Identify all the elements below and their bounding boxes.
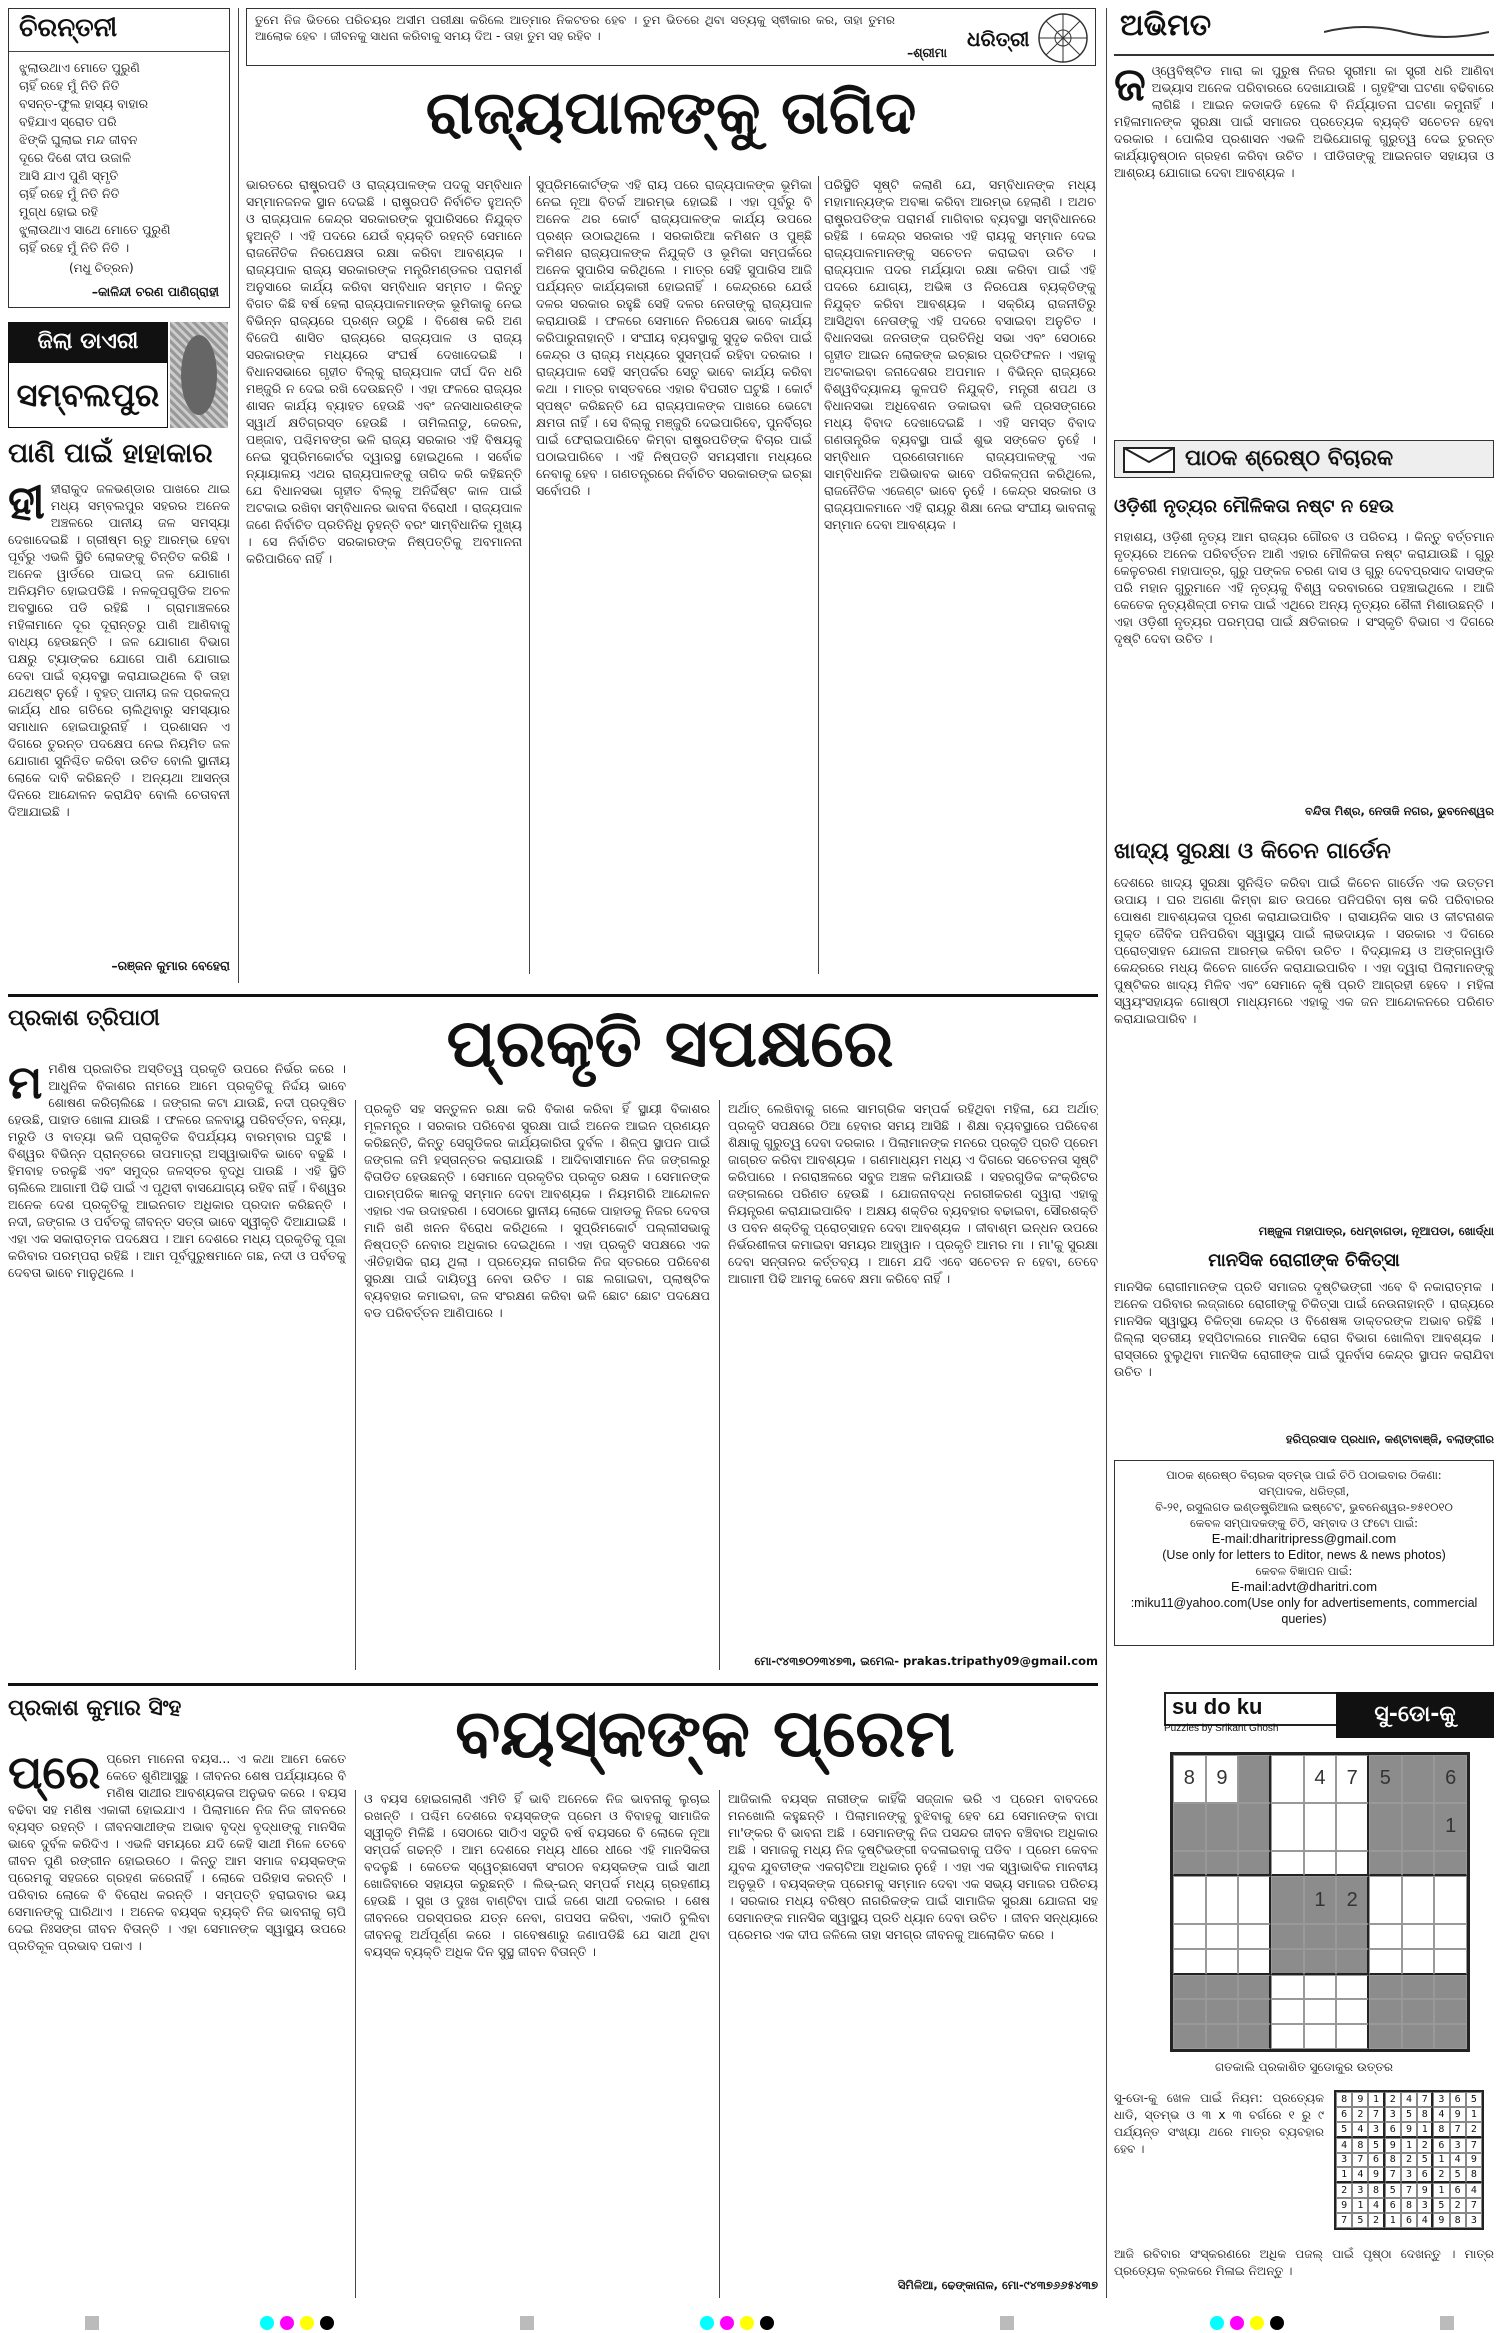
sudoku-answer-cell: 4: [1352, 2122, 1368, 2138]
sudoku-answer-cell: 8: [1401, 2198, 1417, 2213]
sudoku-cell[interactable]: [1206, 1924, 1239, 1949]
sudoku-cell[interactable]: [1369, 1924, 1402, 1949]
sudoku-cell[interactable]: [1402, 1999, 1435, 2024]
poem-note: (ମଧୁ ଚିତ୍ରନ): [69, 261, 134, 275]
sudoku-answer-cell: 1: [1433, 2153, 1449, 2168]
sudoku-answer-cell: 6: [1385, 2198, 1401, 2213]
sudoku-answer-cell: 3: [1385, 2107, 1401, 2122]
sudoku-cell[interactable]: [1434, 2024, 1467, 2049]
sudoku-cell[interactable]: [1336, 1975, 1369, 2000]
sudoku-cell[interactable]: 9: [1206, 1755, 1239, 1803]
sudoku-cell[interactable]: [1271, 1975, 1304, 2000]
sudoku-answer-cell: 5: [1352, 2213, 1368, 2228]
sudoku-cell[interactable]: [1304, 2024, 1337, 2049]
sudoku-cell[interactable]: 6: [1434, 1755, 1467, 1803]
sudoku-cell[interactable]: [1369, 1803, 1402, 1851]
sudoku-cell[interactable]: [1206, 1803, 1239, 1851]
sudoku-answer-cell: 7: [1417, 2092, 1433, 2107]
poem-line: ଝୁଲାଉଥାଏ ମୋତେ ପୁରୁଣି: [19, 60, 140, 75]
sudoku-answer-cell: 7: [1352, 2153, 1368, 2168]
sudoku-answer-cell: 8: [1385, 2153, 1401, 2168]
middle-contact: ମୋ-୯୪୩୭୦୨୩୪୭୩, ଇମେଲ- prakas.tripathy09@gmail.com: [754, 1654, 1098, 1668]
sudoku-cell[interactable]: [1434, 1851, 1467, 1877]
sudoku-answer-cell: 8: [1433, 2122, 1449, 2138]
sudoku-subtitle: Puzzles by Srikant Ghosh: [1164, 1723, 1279, 1734]
sudoku-answer-cell: 5: [1368, 2138, 1384, 2153]
chirantani-box: [8, 8, 230, 308]
sudoku-brand: [1164, 1692, 1338, 1726]
sudoku-answer-cell: 9: [1352, 2092, 1368, 2107]
sudoku-cell[interactable]: [1238, 1755, 1271, 1803]
sudoku-answer-cell: 4: [1433, 2107, 1449, 2122]
sudoku-cell[interactable]: [1402, 1949, 1435, 1975]
poem-lines: [19, 59, 224, 257]
sudoku-cell[interactable]: [1369, 1999, 1402, 2024]
letters-top-dropcap: ଜ: [1114, 62, 1146, 111]
letter2-title: ଖାଦ୍ୟ ସୁରକ୍ଷା ଓ କିଚେନ ଗାର୍ଡେନ: [1114, 838, 1391, 864]
chirantani-title: ଚିରନ୍ତନୀ: [19, 13, 118, 43]
sudoku-cell[interactable]: [1238, 1975, 1271, 2000]
sudoku-cell[interactable]: [1402, 1755, 1435, 1803]
sudoku-footer: ଆଜି ରବିବାର ସଂସ୍କରଣରେ ଅଧିକ ପଜଲ୍ ପାଇଁ ପୃଷ୍ଠା ଦେଖନ୍ତୁ । ମାତ୍ର ପ୍ରତ୍ୟେକ ବ୍ଲକରେ ମିଳାଇ ନିଅନ୍ତୁ ।: [1114, 2247, 1494, 2278]
adv-email-2[interactable]: :miku11@yahoo.com(Use only for advertisements, commercial queries): [1130, 1596, 1478, 1626]
sudoku-answer-cell: 8: [1352, 2138, 1368, 2153]
district-photo-icon: [170, 322, 228, 428]
district-place-box: [8, 362, 168, 428]
sudoku-answer-cell: 5: [1450, 2167, 1466, 2183]
poem-line: ଚାହିଁ ରହେ ମୁଁ ନିତି ନିତି: [19, 186, 120, 201]
sudoku-answer-grid: [1334, 2090, 1484, 2230]
sudoku-answer-cell: 9: [1450, 2107, 1466, 2122]
sudoku-cell[interactable]: 1: [1434, 1803, 1467, 1851]
sudoku-cell[interactable]: [1434, 1975, 1467, 2000]
sudoku-answer-cell: 7: [1385, 2167, 1401, 2183]
sudoku-answer-cell: 6: [1336, 2107, 1352, 2122]
sudoku-cell[interactable]: [1206, 2024, 1239, 2049]
adv-email[interactable]: E-mail:advt@dharitri.com: [1230, 1579, 1378, 1594]
quote-text: ତୁମେ ନିଜ ଭିତରେ ପରିଚୟର ଅସୀମ ପରୀକ୍ଷା କରିଲେ ଆତ୍ମାର ନିକଟତର ହେବ । ତୁମ ଭିତରେ ଥିବା ସତ୍ୟକୁ ସ୍ଵୀକାର କର, ତାହା ତୁମର ଆଲୋକ ହେବ । ଜୀବନକୁ ସାଧନା କରିବାକୁ ସମୟ ଦିଅ - ତାହା ତୁମ ସହ ରହିବ ।: [255, 13, 895, 43]
sudoku-cell[interactable]: [1336, 1851, 1369, 1877]
sudoku-cell[interactable]: [1369, 1949, 1402, 1975]
sudoku-cell[interactable]: [1336, 1999, 1369, 2024]
poem-line: ଆସି ଯାଏ ପୁଣି ସ୍ମୃତି: [19, 168, 119, 183]
sudoku-brand-text: su do ku: [1172, 1694, 1263, 1719]
sudoku-answer-cell: 6: [1401, 2213, 1417, 2228]
district-dropcap: ହୀ: [8, 480, 45, 529]
sudoku-cell[interactable]: [1271, 1949, 1304, 1975]
address-line-2: ବି-୨୧, ରସୁଲଗଡ ଇଣ୍ଡଷ୍ଟ୍ରିଆଲ ଇଷ୍ଟେଟ, ଭୁବନେଶ୍ୱର-୭୫୧୦୧୦: [1155, 1500, 1453, 1514]
sudoku-header: [1164, 1692, 1494, 1738]
sudoku-cell[interactable]: [1304, 1949, 1337, 1975]
sudoku-answer-cell: 4: [1466, 2183, 1482, 2198]
sudoku-answer-cell: 4: [1450, 2153, 1466, 2168]
top-headline: ରାଜ୍ୟପାଳଙ୍କୁ ତାଗିଦ: [425, 78, 917, 148]
middle-col1: ମମଣିଷ ପ୍ରଜାତିର ଅସ୍ତିତ୍ୱ ପ୍ରକୃତି ଉପରେ ନିର୍ଭର କରେ । ଆଧୁନିକ ବିକାଶର ନାମରେ ଆମେ ପ୍ରକୃତିକୁ ନିର୍ଦ୍ଦୟ ଭାବେ ଶୋଷଣ କରିଚାଲିଛେ । ଜଙ୍ଗଲ କଟା ଯାଉଛି, ନଦୀ ପ୍ରଦୂଷିତ ହେଉଛି, ପାହାଡ ଖୋଳା ଯାଉଛି । ଫଳରେ ଜଳବାୟୁ ପରିବର୍ତ୍ତନ, ବନ୍ୟା, ମରୁଡି ଓ ବାତ୍ୟା ଭଳି ପ୍ରାକୃତିକ ବିପର୍ଯ୍ୟୟ ବାରମ୍ବାର ଘଟୁଛି । ବିଶ୍ୱର ବିଭିନ୍ନ ପ୍ରାନ୍ତରେ ତାପମାତ୍ରା ଅସ୍ୱାଭାବିକ ଭାବେ ବଢୁଛି । ହିମବାହ ତରଳୁଛି ଏବଂ ସମୁଦ୍ର ଜଳସ୍ତର ବୃଦ୍ଧି ପାଉଛି । ଏହି ସ୍ଥିତି ଚାଲିଲେ ଆଗାମୀ ପିଢି ପାଇଁ ଏ ପୃଥିବୀ ବାସଯୋଗ୍ୟ ରହିବ ନାହିଁ । ବିଶ୍ୱର ଅନେକ ଦେଶ ପ୍ରକୃତିକୁ ଆଇନଗତ ଅଧିକାର ପ୍ରଦାନ କରିଛନ୍ତି । ନଦୀ, ଜଙ୍ଗଲ ଓ ପର୍ବତକୁ ଜୀବନ୍ତ ସତ୍ତା ଭାବେ ସ୍ୱୀକୃତି ଦିଆଯାଇଛି । ଏହା ଏକ ସକାରାତ୍ମକ ପଦକ୍ଷେପ । ଆମ ଦେଶରେ ମଧ୍ୟ ପ୍ରକୃତିକୁ ପୂଜା କରିବାର ପରମ୍ପରା ରହିଛି । ଆମ ପୂର୍ବପୁରୁଷମାନେ ଗଛ, ନଦୀ ଓ ପର୍ବତକୁ ଦେବତା ଭାବେ ମାନୁଥିଲେ ।: [8, 1060, 346, 1280]
sudoku-answer-cell: 5: [1433, 2198, 1449, 2213]
best-letter-banner: [1114, 440, 1494, 478]
sudoku-answer-cell: 3: [1450, 2138, 1466, 2153]
sudoku-cell[interactable]: 2: [1336, 1876, 1369, 1924]
bottom-dropcap: ପ୍ରେ: [8, 1750, 101, 1799]
middle-dropcap: ମ: [8, 1060, 43, 1109]
sudoku-answer-cell: 5: [1385, 2183, 1401, 2198]
sudoku-answer-cell: 9: [1466, 2153, 1482, 2168]
sudoku-cell[interactable]: 5: [1369, 1755, 1402, 1803]
sudoku-cell[interactable]: [1304, 1924, 1337, 1949]
sudoku-answer-cell: 2: [1433, 2167, 1449, 2183]
sudoku-cell[interactable]: [1304, 1975, 1337, 2000]
sudoku-cell[interactable]: [1369, 1851, 1402, 1877]
sudoku-cell[interactable]: [1434, 1876, 1467, 1924]
poem-line: ଦୂରେ ଦିଶେ ଦୀପ ଉଜାଳି: [19, 150, 132, 165]
district-headline: ପାଣି ପାଇଁ ହାହାକାର: [8, 438, 213, 469]
sudoku-cell[interactable]: [1173, 2024, 1206, 2049]
bottom-byline: ପ୍ରକାଶ କୁମାର ସିଂହ: [8, 1696, 182, 1721]
best-letter-title: ପାଠକ ଶ୍ରେଷ୍ଠ ବିଚାରକ: [1185, 445, 1394, 471]
bottom-col2: ଓ ବୟସ ହୋଇଗଲାଣି ଏମିତି ହିଁ ଭାବି ଅନେକେ ନିଜ ଭାବନାକୁ ଲୁଚାଇ ରଖନ୍ତି । ପଶ୍ଚିମ ଦେଶରେ ବୟସ୍କଙ୍କ ପ୍ରେମ ଓ ବିବାହକୁ ସାମାଜିକ ସ୍ୱୀକୃତି ମିଳିଛି । ସେଠାରେ ସାଠିଏ ସତୁରି ବର୍ଷ ବୟସରେ ବି ଲୋକେ ନୂଆ ସମ୍ପର୍କ ଗଢନ୍ତି । ଆମ ଦେଶରେ ମଧ୍ୟ ଧୀରେ ଧୀରେ ଏହି ମାନସିକତା ବଦଳୁଛି । କେତେକ ସ୍ୱେଚ୍ଛାସେବୀ ସଂଗଠନ ବୟସ୍କଙ୍କ ପାଇଁ ସାଥୀ ଖୋଜିବାରେ ସହାୟତା କରୁଛନ୍ତି । ଲିଭ୍-ଇନ୍ ସମ୍ପର୍କ ମଧ୍ୟ ଗ୍ରହଣୀୟ ହେଉଛି । ସୁଖ ଓ ଦୁଃଖ ବାଣ୍ଟିବା ପାଇଁ ଜଣେ ସାଥୀ ଦରକାର । ଶେଷ ଜୀବନରେ ପରସ୍ପରର ଯତ୍ନ ନେବା, ଗପସପ କରିବା, ଏକାଠି ବୁଲିବା ଜୀବନକୁ ଅର୍ଥପୂର୍ଣ୍ଣ କରେ । ଗବେଷଣାରୁ ଜଣାପଡିଛି ଯେ ସାଥୀ ଥିବା ବୟସ୍କ ବ୍ୟକ୍ତି ଅଧିକ ଦିନ ସୁସ୍ଥ ଜୀବନ ବିତାନ୍ତି ।: [364, 1791, 710, 1959]
sudoku-answer-cell: 8: [1417, 2107, 1433, 2122]
sudoku-answer-cell: 5: [1417, 2153, 1433, 2168]
letter1-title: ଓଡ଼ିଶୀ ନୃତ୍ୟର ମୌଳିକତା ନଷ୍ଟ ନ ହେଉ: [1114, 496, 1394, 517]
dharitri-emblem-icon: [1037, 12, 1089, 64]
sudoku-answer-cell: 9: [1433, 2213, 1449, 2228]
sudoku-answer-cell: 9: [1401, 2122, 1417, 2138]
sudoku-cell[interactable]: [1271, 1924, 1304, 1949]
sudoku-cell[interactable]: [1173, 1924, 1206, 1949]
sudoku-answer-cell: 2: [1385, 2092, 1401, 2107]
sudoku-cell[interactable]: [1402, 1975, 1435, 2000]
sudoku-answer-cell: 4: [1336, 2138, 1352, 2153]
sudoku-answer-cell: 1: [1336, 2167, 1352, 2183]
sudoku-answer-cell: 1: [1433, 2183, 1449, 2198]
sudoku-answer-cell: 6: [1417, 2167, 1433, 2183]
sudoku-answer-cell: 3: [1417, 2198, 1433, 2213]
sudoku-answer-cell: 8: [1466, 2167, 1482, 2183]
sudoku-cell[interactable]: [1173, 1876, 1206, 1924]
poem-author: –କାଳିନ୍ଦୀ ଚରଣ ପାଣିଗ୍ରାହୀ: [91, 284, 219, 299]
sudoku-answer-cell: 7: [1368, 2107, 1384, 2122]
address-line-3: କେବଳ ସମ୍ପାଦକଙ୍କୁ ଚିଠି, ସମ୍ବାଦ ଓ ଫଟୋ ପାଇଁ:: [1189, 1516, 1419, 1530]
district-body: ହୀହୀରାକୁଦ ଜଳଭଣ୍ଡାର ପାଖରେ ଥାଇ ମଧ୍ୟ ସମ୍ବଲପୁର ସହରର ଅନେକ ଅଞ୍ଚଳରେ ପାନୀୟ ଜଳ ସମସ୍ୟା ଦେଖାଦେଇଛି । ଗ୍ରୀଷ୍ମ ଋତୁ ଆରମ୍ଭ ହେବା ପୂର୍ବରୁ ଏଭଳି ସ୍ଥିତି ଲୋକଙ୍କୁ ଚିନ୍ତିତ କରିଛି । ଅନେକ ୱାର୍ଡରେ ପାଇପ୍ ଜଳ ଯୋଗାଣ ଅନିୟମିତ ହୋଇପଡିଛି । ନଳକୂପଗୁଡିକ ଅଚଳ ଅବସ୍ଥାରେ ପଡି ରହିଛି । ଗ୍ରାମାଞ୍ଚଳରେ ମହିଳାମାନେ ଦୂର ଦୂରାନ୍ତରୁ ପାଣି ଆଣିବାକୁ ବାଧ୍ୟ ହେଉଛନ୍ତି । ଜଳ ଯୋଗାଣ ବିଭାଗ ପକ୍ଷରୁ ଟ୍ୟାଙ୍କର ଯୋଗେ ପାଣି ଯୋଗାଇ ଦେବା ପାଇଁ ବ୍ୟବସ୍ଥା କରାଯାଇଥିଲେ ବି ତାହା ଯଥେଷ୍ଟ ନୁହେଁ । ବୃହତ୍ ପାନୀୟ ଜଳ ପ୍ରକଳ୍ପ କାର୍ଯ୍ୟ ଧୀର ଗତିରେ ଚାଲିଥିବାରୁ ସମସ୍ୟାର ସମାଧାନ ହୋଇପାରୁନାହିଁ । ପ୍ରଶାସନ ଏ ଦିଗରେ ତୁରନ୍ତ ପଦକ୍ଷେପ ନେଇ ନିୟମିତ ଜଳ ଯୋଗାଣ ସୁନିଶ୍ଚିତ କରିବା ଉଚିତ ବୋଲି ସ୍ଥାନୀୟ ଲୋକେ ଦାବି କରିଛନ୍ତି । ଅନ୍ୟଥା ଆସନ୍ତା ଦିନରେ ଆନ୍ଦୋଳନ କରାଯିବ ବୋଲି ଚେତାବନୀ ଦିଆଯାଇଛି ।: [8, 480, 230, 819]
letters-top: ଜଓ୍ୱେବିଷ୍ଟିଡ ମାରା କା ପୁରୁଷ ନିଜର ସ୍ତ୍ରୀମା କା ସ୍ତ୍ରୀ ଧରି ଆଣିବା ଅଭ୍ୟାସ ଅନେକ ପରିବାରରେ ଦେଖାଯାଉଛି । ଗୃହହିଂସା ଘଟଣା ବଢିବାରେ ଲାଗିଛି । ଆଇନ କଡାକଡି ହେଲେ ବି ନିର୍ଯ୍ୟାତନା ଘଟଣା କମୁନାହିଁ । ମହିଳାମାନଙ୍କ ସୁରକ୍ଷା ପାଇଁ ସମାଜର ପ୍ରତ୍ୟେକ ବ୍ୟକ୍ତି ସଚେତନ ହେବା ଦରକାର । ପୋଲିସ ପ୍ରଶାସନ ଏଭଳି ଅଭିଯୋଗକୁ ଗୁରୁତ୍ୱ ଦେଇ ତୁରନ୍ତ କାର୍ଯ୍ୟାନୁଷ୍ଠାନ ଗ୍ରହଣ କରିବା ଉଚିତ । ପୀଡିତାଙ୍କୁ ଆଇନଗତ ସହାୟତା ଓ ଆଶ୍ରୟ ଯୋଗାଇ ଦେବା ଆବଶ୍ୟକ ।: [1114, 62, 1494, 180]
sudoku-cell[interactable]: [1434, 1949, 1467, 1975]
sudoku-cell[interactable]: [1271, 1851, 1304, 1877]
sudoku-answer-cell: 2: [1401, 2153, 1417, 2168]
sudoku-cell[interactable]: [1238, 1949, 1271, 1975]
sudoku-answer-cell: 6: [1368, 2153, 1384, 2168]
quote-box: [246, 8, 1096, 66]
quote-author: –ଶ୍ରୀମା: [907, 45, 947, 60]
sudoku-answer-cell: 3: [1401, 2167, 1417, 2183]
sudoku-odia-title: ସୁ-ଡୋ-କୁ: [1336, 1692, 1494, 1738]
flourish-icon: [1324, 22, 1489, 42]
district-place: ସମ୍ବଲପୁର: [16, 376, 160, 414]
dharitri-label: ଧରିତ୍ରୀ: [967, 27, 1030, 51]
abhimata-title: ଅଭିମତ: [1120, 8, 1212, 43]
middle-headline: ପ୍ରକୃତି ସପକ୍ଷରେ: [446, 1004, 894, 1082]
poem-line: ବସନ୍ତ-ଫୁଲ ହାସ୍ୟ ବାହାର: [19, 96, 149, 111]
sudoku-cell[interactable]: [1173, 1975, 1206, 2000]
bottom-contact: ସିମିଳିଆ, ଢେଙ୍କାନାଳ, ମୋ-୯୪୩୭୬୬୫୪୩୭: [897, 2278, 1098, 2292]
letter1-sig: ବନ୍ଦିତା ମିଶ୍ର, ନେତାଜି ନଗର, ଭୁବନେଶ୍ୱର: [1304, 804, 1494, 818]
sudoku-cell[interactable]: [1271, 1755, 1304, 1803]
sudoku-answer-cell: 8: [1336, 2092, 1352, 2107]
sudoku-answer-cell: 3: [1368, 2122, 1384, 2138]
sudoku-cell[interactable]: [1336, 1949, 1369, 1975]
letter3-body: ମାନସିକ ରୋଗୀମାନଙ୍କ ପ୍ରତି ସମାଜର ଦୃଷ୍ଟିଭଙ୍ଗୀ ଏବେ ବି ନକାରାତ୍ମକ । ଅନେକ ପରିବାର ଲଜ୍ଜାରେ ରୋଗୀଙ୍କୁ ଚିକିତ୍ସା ପାଇଁ ନେଉନାହାନ୍ତି । ରାଜ୍ୟରେ ମାନସିକ ସ୍ୱାସ୍ଥ୍ୟ ଚିକିତ୍ସା କେନ୍ଦ୍ର ଓ ବିଶେଷଜ୍ଞ ଡାକ୍ତରଙ୍କ ଅଭାବ ରହିଛି । ଜିଲ୍ଲା ସ୍ତରୀୟ ହସ୍ପିଟାଲରେ ମାନସିକ ରୋଗ ବିଭାଗ ଖୋଲିବା ଆବଶ୍ୟକ । ରାସ୍ତାରେ ବୁଲୁଥିବା ମାନସିକ ରୋଗୀଙ୍କ ପାଇଁ ପୁନର୍ବାସ କେନ୍ଦ୍ର ସ୍ଥାପନ କରାଯିବା ଉଚିତ ।: [1114, 1279, 1494, 1379]
sudoku-instructions: ସୁ-ଡୋ-କୁ ଖେଳ ପାଇଁ ନିୟମ: ପ୍ରତ୍ୟେକ ଧାଡି, ସ୍ତମ୍ଭ ଓ ୩ x ୩ ବର୍ଗରେ ୧ ରୁ ୯ ପର୍ଯ୍ୟନ୍ତ ସଂଖ୍ୟା ଥରେ ମାତ୍ର ବ୍ୟବହାର ହେବ ।: [1114, 2091, 1324, 2156]
letter3-title: ମାନସିକ ରୋଗୀଙ୍କ ଚିକିତ୍ସା: [1208, 1250, 1400, 1271]
abhimata-banner: [1114, 8, 1494, 56]
sudoku-cell[interactable]: [1402, 2024, 1435, 2049]
sudoku-cell[interactable]: [1206, 1851, 1239, 1877]
top-col3: ପରିସ୍ଥିତି ସୃଷ୍ଟି କଲାଣି ଯେ, ସମ୍ବିଧାନଙ୍କ ମଧ୍ୟ ମହାମାନ୍ୟଙ୍କ ଅବଜ୍ଞା କରିବା ଆରମ୍ଭ ହେଲାଣି । ଅଥଚ ରାଷ୍ଟ୍ରପତିଙ୍କ ପରାମର୍ଶ ମାଗିବାର ବ୍ୟବସ୍ଥା ସମ୍ବିଧାନରେ ରହିଛି । କେନ୍ଦ୍ର ସରକାର ଏହି ରାୟକୁ ସମ୍ମାନ ଦେଇ ରାଜ୍ୟପାଳମାନଙ୍କୁ ସଚେତନ କରାଇବା ଉଚିତ । ରାଜ୍ୟପାଳ ପଦର ମର୍ଯ୍ୟାଦା ରକ୍ଷା କରିବା ପାଇଁ ଏହି ପଦରେ ଯୋଗ୍ୟ, ଅଭିଜ୍ଞ ଓ ନିରପେକ୍ଷ ବ୍ୟକ୍ତିଙ୍କୁ ନିଯୁକ୍ତ କରିବା ଆବଶ୍ୟକ । ସକ୍ରିୟ ରାଜନୀତିରୁ ଆସିଥିବା ନେତାଙ୍କୁ ଏହି ପଦରେ ବସାଇବା ଅନୁଚିତ । ବିଧାନସଭା ଜନତାଙ୍କ ପ୍ରତିନିଧି ସଭା ଏବଂ ସେଠାରେ ଗୃହୀତ ଆଇନ ଲୋକଙ୍କ ଇଚ୍ଛାର ପ୍ରତିଫଳନ । ଏହାକୁ ଅଟକାଇବା ଜନାଦେଶର ଅପମାନ । ବିଭିନ୍ନ ରାଜ୍ୟରେ ବିଶ୍ୱବିଦ୍ୟାଳୟ କୁଳପତି ନିଯୁକ୍ତି, ମନ୍ତ୍ରୀ ଶପଥ ଓ ବିଧାନସଭା ଅଧିବେଶନ ଡକାଇବା ଭଳି ପ୍ରସଙ୍ଗରେ ମଧ୍ୟ ବିବାଦ ଦେଖାଦେଇଛି । ଏହି ସମସ୍ତ ବିବାଦ ଗଣତାନ୍ତ୍ରିକ ବ୍ୟବସ୍ଥା ପାଇଁ ଶୁଭ ସଙ୍କେତ ନୁହେଁ । ସମ୍ବିଧାନ ପ୍ରଣେତାମାନେ ରାଜ୍ୟପାଳଙ୍କୁ ଏକ ସାମ୍ବିଧାନିକ ଅଭିଭାବକ ଭାବେ ପରିକଳ୍ପନା କରିଥିଲେ, ରାଜନୈତିକ ଏଜେଣ୍ଟ ଭାବେ ନୁହେଁ । କେନ୍ଦ୍ର ସରକାର ଓ ରାଜ୍ୟପାଳମାନେ ଏହି ରାୟରୁ ଶିକ୍ଷା ନେଇ ସଂଘୀୟ ଭାବନାକୁ ସମ୍ମାନ ଦେବା ଆବଶ୍ୟକ ।: [824, 177, 1096, 532]
sudoku-answer-cell: 2: [1417, 2138, 1433, 2153]
sudoku-answer-cell: 7: [1401, 2183, 1417, 2198]
letter2-body: ଦେଶରେ ଖାଦ୍ୟ ସୁରକ୍ଷା ସୁନିଶ୍ଚିତ କରିବା ପାଇଁ କିଚେନ ଗାର୍ଡେନ ଏକ ଉତ୍ତମ ଉପାୟ । ଘର ଅଗଣା କିମ୍ବା ଛାତ ଉପରେ ପନିପରିବା ଚାଷ କରି ପରିବାରର ପୋଷଣ ଆବଶ୍ୟକତା ପୂରଣ କରାଯାଇପାରିବ । ରାସାୟନିକ ସାର ଓ କୀଟନାଶକ ମୁକ୍ତ ଜୈବିକ ପନିପରିବା ସ୍ୱାସ୍ଥ୍ୟ ପାଇଁ ଲାଭଦାୟକ । ସରକାର ଏ ଦିଗରେ ପ୍ରୋତ୍ସାହନ ଯୋଜନା ଆରମ୍ଭ କରିବା ଉଚିତ । ବିଦ୍ୟାଳୟ ଓ ଅଙ୍ଗନୱାଡି କେନ୍ଦ୍ରରେ ମଧ୍ୟ କିଚେନ ଗାର୍ଡେନ କରାଯାଇପାରିବ । ଏହା ଦ୍ୱାରା ପିଲାମାନଙ୍କୁ ପୁଷ୍ଟିକର ଖାଦ୍ୟ ମିଳିବ ଏବଂ ସେମାନେ କୃଷି ପ୍ରତି ଆଗ୍ରହୀ ହେବେ । ମହିଳା ସ୍ୱୟଂସହାୟକ ଗୋଷ୍ଠୀ ମାଧ୍ୟମରେ ଏହାକୁ ଏକ ଜନ ଆନ୍ଦୋଳନରେ ପରିଣତ କରାଯାଇପାରିବ ।: [1114, 875, 1494, 1026]
sudoku-answer-cell: 1: [1401, 2138, 1417, 2153]
sudoku-cell[interactable]: [1238, 1876, 1271, 1924]
sudoku-answer-cell: 1: [1352, 2198, 1368, 2213]
sudoku-answer-cell: 4: [1401, 2092, 1417, 2107]
district-diary-label: ଜିଲା ଡାଏରୀ: [8, 322, 168, 362]
bottom-col3: ଆଜିକାଲି ବୟସ୍କ ନାରୀଙ୍କ କାହିଁକି ସଜ୍ଜାଳ ଭରି ଏ ପ୍ରେମ ବାବଦରେ ମନଖୋଲି କହୁଛନ୍ତି । ପିଲାମାନଙ୍କୁ ବୁଝିବାକୁ ହେବ ଯେ ସେମାନଙ୍କ ବାପା ମା'ଙ୍କର ବି ଭାବନା ଅଛି । ସେମାନଙ୍କୁ ନିଜ ପସନ୍ଦର ଜୀବନ ବଞ୍ଚିବାର ଅଧିକାର ଅଛି । ସମାଜକୁ ମଧ୍ୟ ନିଜ ଦୃଷ୍ଟିଭଙ୍ଗୀ ବଦଳାଇବାକୁ ପଡିବ । ପ୍ରେମ କେବଳ ଯୁବକ ଯୁବତୀଙ୍କ ଏକଚାଟିଆ ଅଧିକାର ନୁହେଁ । ଏହା ଏକ ସ୍ୱାଭାବିକ ମାନବୀୟ ଅନୁଭୂତି । ବୟସ୍କଙ୍କ ପ୍ରେମକୁ ସମ୍ମାନ ଦେବା ଏକ ସଭ୍ୟ ସମାଜର ପରିଚୟ । ସରକାର ମଧ୍ୟ ବରିଷ୍ଠ ନାଗରିକଙ୍କ ପାଇଁ ସାମାଜିକ ସୁରକ୍ଷା ଯୋଜନା ସହ ସେମାନଙ୍କ ମାନସିକ ସ୍ୱାସ୍ଥ୍ୟ ପ୍ରତି ଧ୍ୟାନ ଦେବା ଉଚିତ । ଜୀବନ ସନ୍ଧ୍ୟାରେ ପ୍ରେମର ଏକ ଦୀପ ଜଳିଲେ ତାହା ସମଗ୍ର ଜୀବନକୁ ଆଲୋକିତ କରେ ।: [728, 1791, 1098, 1942]
sudoku-answer-cell: 9: [1385, 2138, 1401, 2153]
sudoku-cell[interactable]: [1206, 1876, 1239, 1924]
sudoku-cell[interactable]: [1271, 1803, 1304, 1851]
sudoku-answer-cell: 9: [1417, 2183, 1433, 2198]
sudoku-answer-cell: 2: [1450, 2198, 1466, 2213]
sudoku-cell[interactable]: [1238, 1803, 1271, 1851]
sudoku-cell[interactable]: [1369, 2024, 1402, 2049]
sudoku-cell[interactable]: [1434, 1924, 1467, 1949]
sudoku-cell[interactable]: 4: [1304, 1755, 1337, 1803]
address-intro: ପାଠକ ଶ୍ରେଷ୍ଠ ବିଚାରକ ସ୍ତମ୍ଭ ପାଇଁ ଚିଠି ପଠାଇବାର ଠିକଣା:: [1166, 1468, 1442, 1482]
sudoku-answer-cell: 5: [1466, 2092, 1482, 2107]
sudoku-cell[interactable]: 8: [1173, 1755, 1206, 1803]
sudoku-cell[interactable]: [1173, 1949, 1206, 1975]
editor-email[interactable]: E-mail:dharitripress@gmail.com: [1211, 1531, 1397, 1546]
sudoku-cell[interactable]: [1271, 1876, 1304, 1924]
envelope-icon: [1123, 447, 1175, 473]
letter3-sig: ହରିପ୍ରସାଦ ପ୍ରଧାନ, କଣ୍ଟାବାଞ୍ଜି, ବଲାଙ୍ଗୀର: [1285, 1432, 1494, 1446]
district-author: –ରଞ୍ଜନ କୁମାର ବେହେରା: [111, 958, 230, 973]
sudoku-answer-cell: 7: [1450, 2122, 1466, 2138]
sudoku-answer-cell: 1: [1466, 2107, 1482, 2122]
sudoku-cell[interactable]: [1238, 1851, 1271, 1877]
sudoku-answer-cell: 8: [1450, 2213, 1466, 2228]
sudoku-cell[interactable]: 7: [1336, 1755, 1369, 1803]
sudoku-answer-cell: 1: [1368, 2092, 1384, 2107]
poem-line: ଝୁଲାଉଥାଏ ସାଥେ ମୋତେ ପୁରୁଣି: [19, 222, 171, 237]
sudoku-answer-cell: 6: [1385, 2122, 1401, 2138]
middle-byline: ପ୍ରକାଶ ତ୍ରିପାଠୀ: [8, 1006, 160, 1031]
sudoku-cell[interactable]: [1206, 1949, 1239, 1975]
sudoku-prev-note: ଗତକାଲି ପ୍ରକାଶିତ ସୁଡୋକୁର ଉତ୍ତର: [1214, 2060, 1394, 2074]
address-box: [1114, 1460, 1494, 1646]
poem-line: ବହିଯାଏ ସ୍ରୋତ ପରି: [19, 114, 117, 129]
sudoku-answer-cell: 5: [1336, 2122, 1352, 2138]
sudoku-cell[interactable]: [1369, 1876, 1402, 1924]
editor-email-note: (Use only for letters to Editor, news & news photos): [1162, 1548, 1446, 1562]
sudoku-answer-cell: 7: [1466, 2198, 1482, 2213]
top-col1: ଭାରତରେ ରାଷ୍ଟ୍ରପତି ଓ ରାଜ୍ୟପାଳଙ୍କ ପଦକୁ ସମ୍ବିଧାନ ସମ୍ମାନଜନକ ସ୍ଥାନ ଦେଇଛି । ରାଷ୍ଟ୍ରପତି ନିର୍ବାଚିତ ହୁଅନ୍ତି ଓ ରାଜ୍ୟପାଳ କେନ୍ଦ୍ର ସରକାରଙ୍କ ସୁପାରିସରେ ନିଯୁକ୍ତ ହୁଅନ୍ତି । ଏହି ପଦରେ ଯେଉଁ ବ୍ୟକ୍ତି ରହନ୍ତି ସେମାନେ ରାଜନୈତିକ ନିରପେକ୍ଷତା ରକ୍ଷା କରିବା ଆବଶ୍ୟକ । ରାଜ୍ୟପାଳ ରାଜ୍ୟ ସରକାରଙ୍କ ମନ୍ତ୍ରିମଣ୍ଡଳର ପରାମର୍ଶ ଅନୁସାରେ କାର୍ଯ୍ୟ କରିବା ସମ୍ବିଧାନ ସମ୍ମତ । କିନ୍ତୁ ବିଗତ କିଛି ବର୍ଷ ହେଲା ରାଜ୍ୟପାଳମାନଙ୍କ ଭୂମିକାକୁ ନେଇ ବିଭିନ୍ନ ରାଜ୍ୟରେ ପ୍ରଶ୍ନ ଉଠୁଛି । ବିଶେଷ କରି ଅଣ ବିଜେପି ଶାସିତ ରାଜ୍ୟରେ ରାଜ୍ୟପାଳ ଓ ରାଜ୍ୟ ସରକାରଙ୍କ ମଧ୍ୟରେ ସଂଘର୍ଷ ଦେଖାଦେଇଛି । ବିଧାନସଭାରେ ଗୃହୀତ ବିଲ୍‌କୁ ରାଜ୍ୟପାଳ ଦୀର୍ଘ ଦିନ ଧରି ମଞ୍ଜୁରି ନ ଦେଇ ରଖି ଦେଉଛନ୍ତି । ଏହା ଫଳରେ ରାଜ୍ୟର ଶାସନ କାର୍ଯ୍ୟ ବ୍ୟାହତ ହେଉଛି ଏବଂ ଜନସାଧାରଣଙ୍କ ସ୍ୱାର୍ଥ କ୍ଷତିଗ୍ରସ୍ତ ହେଉଛି । ତାମିଲନାଡୁ, କେରଳ, ପଞ୍ଜାବ, ପଶ୍ଚିମବଙ୍ଗ ଭଳି ରାଜ୍ୟ ସରକାର ଏହି ବିଷୟକୁ ନେଇ ସୁପ୍ରିମକୋର୍ଟର ଦ୍ୱାରସ୍ଥ ହୋଇଥିଲେ । ସର୍ବୋଚ୍ଚ ନ୍ୟାୟାଳୟ ଏଥର ରାଜ୍ୟପାଳଙ୍କୁ ତାଗିଦ କରି କହିଛନ୍ତି ଯେ ବିଧାନସଭା ଗୃହୀତ ବିଲ୍‌କୁ ଅନିର୍ଦ୍ଦିଷ୍ଟ କାଳ ପାଇଁ ଅଟକାଇ ରଖିବା ସମ୍ବିଧାନର ଭାବନା ବିରୋଧୀ । ରାଜ୍ୟପାଳ ଜଣେ ନିର୍ବାଚିତ ପ୍ରତିନିଧି ନୁହନ୍ତି ବରଂ ସାମ୍ବିଧାନିକ ମୁଖ୍ୟ । ସେ ନିର୍ବାଚିତ ସରକାରଙ୍କ ନିଷ୍ପତ୍ତିକୁ ଅବମାନନା କରିପାରିବେ ନାହିଁ ।: [246, 177, 522, 566]
sudoku-answer-cell: 2: [1368, 2213, 1384, 2228]
sudoku-cell[interactable]: [1336, 2024, 1369, 2049]
sudoku-cell[interactable]: [1402, 1803, 1435, 1851]
sudoku-answer-cell: 5: [1401, 2107, 1417, 2122]
address-line-1: ସମ୍ପାଦକ, ଧରିତ୍ରୀ,: [1258, 1484, 1350, 1498]
sudoku-cell[interactable]: [1206, 1975, 1239, 2000]
sudoku-cell[interactable]: [1206, 1999, 1239, 2024]
sudoku-answer-cell: 6: [1433, 2138, 1449, 2153]
sudoku-cell[interactable]: [1173, 1851, 1206, 1877]
sudoku-cell[interactable]: [1271, 1999, 1304, 2024]
sudoku-cell[interactable]: 1: [1304, 1876, 1337, 1924]
sudoku-cell[interactable]: [1238, 1999, 1271, 2024]
sudoku-answer-cell: 3: [1433, 2092, 1449, 2107]
sudoku-answer-cell: 8: [1368, 2183, 1384, 2198]
sudoku-answer-cell: 2: [1336, 2183, 1352, 2198]
poem-line: ଚାହିଁ ରହେ ମୁଁ ନିତି ନିତି ।: [19, 240, 130, 255]
letter1-body: ମହାଶୟ, ଓଡ଼ିଶୀ ନୃତ୍ୟ ଆମ ରାଜ୍ୟର ଗୌରବ ଓ ପରିଚୟ । କିନ୍ତୁ ବର୍ତ୍ତମାନ ନୃତ୍ୟରେ ଅନେକ ପରିବର୍ତ୍ତନ ଆଣି ଏହାର ମୌଳିକତା ନଷ୍ଟ କରାଯାଉଛି । ଗୁରୁ କେଳୁଚରଣ ମହାପାତ୍ର, ଗୁରୁ ପଙ୍କଜ ଚରଣ ଦାସ ଓ ଗୁରୁ ଦେବପ୍ରସାଦ ଦାସଙ୍କ ପରି ମହାନ ଗୁରୁମାନେ ଏହି ନୃତ୍ୟକୁ ବିଶ୍ୱ ଦରବାରରେ ପହଞ୍ଚାଇଥିଲେ । ଆଜି କେତେକ ନୃତ୍ୟଶିଳ୍ପୀ ଚମକ ପାଇଁ ଏଥିରେ ଅନ୍ୟ ନୃତ୍ୟର ଶୈଳୀ ମିଶାଉଛନ୍ତି । ଏହା ଓଡ଼ିଶୀ ନୃତ୍ୟର ପରମ୍ପରା ପାଇଁ କ୍ଷତିକାରକ । ସଂସ୍କୃତି ବିଭାଗ ଏ ଦିଗରେ ଦୃଷ୍ଟି ଦେବା ଉଚିତ ।: [1114, 529, 1494, 646]
sudoku-answer-cell: 3: [1352, 2183, 1368, 2198]
adv-label: କେବଳ ବିଜ୍ଞାପନ ପାଇଁ:: [1255, 1564, 1353, 1578]
letter2-sig: ମଞ୍ଜୁଳା ମହାପାତ୍ର, ଧେମ୍ବାଗଡା, ନୂଆପଡା, ଖୋର୍ଦ୍ଧା: [1258, 1224, 1494, 1238]
poem-line: ଝିଙ୍କି ଘୁଲାଇ ମନ୍ଦ ଜୀବନ: [19, 132, 138, 147]
bottom-col1: ପ୍ରେ ପ୍ରେମ ମାନେନା ବୟସ... ଏ କଥା ଆମେ କେତେ କେତେ ଶୁଣିଆସୁଛୁ । ଜୀବନର ଶେଷ ପର୍ଯ୍ୟାୟରେ ବି ମଣିଷ ସାଥୀର ଆବଶ୍ୟକତା ଅନୁଭବ କରେ । ବୟସ ବଢିବା ସହ ମଣିଷ ଏକାକୀ ହୋଇଯାଏ । ପିଲାମାନେ ନିଜ ନିଜ ଜୀବନରେ ବ୍ୟସ୍ତ ରହନ୍ତି । ଜୀବନସାଥୀଙ୍କ ଅଭାବ ବୃଦ୍ଧ ବୃଦ୍ଧାଙ୍କୁ ମାନସିକ ଭାବେ ଦୁର୍ବଳ କରିଦିଏ । ଏଭଳି ସମୟରେ ଯଦି କେହି ସାଥୀ ମିଳେ ତେବେ ଜୀବନ ପୁଣି ରଙ୍ଗୀନ ହୋଇଉଠେ । କିନ୍ତୁ ଆମ ସମାଜ ବୟସ୍କଙ୍କ ପ୍ରେମକୁ ସହଜରେ ଗ୍ରହଣ କରେନାହିଁ । ଲୋକେ ପରିହାସ କରନ୍ତି । ପରିବାର ଲୋକେ ବି ବିରୋଧ କରନ୍ତି । ସମ୍ପତ୍ତି ହରାଇବାର ଭୟ ସେମାନଙ୍କୁ ଘାରିଥାଏ । ଅନେକ ବୟସ୍କ ବ୍ୟକ୍ତି ନିଜ ଭାବନାକୁ ଚାପି ଦେଇ ନିଃସଙ୍ଗ ଜୀବନ ବିତାନ୍ତି । ଏହା ସେମାନଙ୍କ ସ୍ୱାସ୍ଥ୍ୟ ଉପରେ ପ୍ରତିକୂଳ ପ୍ରଭାବ ପକାଏ ।: [8, 1750, 346, 1953]
sudoku-answer-cell: 4: [1352, 2167, 1368, 2183]
sudoku-cell[interactable]: [1173, 1803, 1206, 1851]
sudoku-cell[interactable]: [1336, 1924, 1369, 1949]
sudoku-answer-cell: 6: [1450, 2092, 1466, 2107]
sudoku-cell[interactable]: [1402, 1851, 1435, 1877]
sudoku-answer-cell: 2: [1466, 2122, 1482, 2138]
sudoku-answer-cell: 4: [1417, 2213, 1433, 2228]
sudoku-cell[interactable]: [1402, 1876, 1435, 1924]
middle-col2: ପ୍ରକୃତି ସହ ସନ୍ତୁଳନ ରକ୍ଷା କରି ବିକାଶ କରିବା ହିଁ ସ୍ଥାୟୀ ବିକାଶର ମୂଳମନ୍ତ୍ର । ସରକାର ପରିବେଶ ସୁରକ୍ଷା ପାଇଁ ଅନେକ ଆଇନ ପ୍ରଣୟନ କରିଛନ୍ତି, କିନ୍ତୁ ସେଗୁଡିକର କାର୍ଯ୍ୟକାରିତା ଦୁର୍ବଳ । ଶିଳ୍ପ ସ୍ଥାପନ ପାଇଁ ଜଙ୍ଗଲ ଜମି ହସ୍ତାନ୍ତର କରାଯାଉଛି । ଆଦିବାସୀମାନେ ନିଜ ଜଙ୍ଗଲରୁ ବିତାଡିତ ହେଉଛନ୍ତି । ସେମାନେ ପ୍ରକୃତିର ପ୍ରକୃତ ରକ୍ଷକ । ସେମାନଙ୍କ ପାରମ୍ପରିକ ଜ୍ଞାନକୁ ସମ୍ମାନ ଦେବା ଆବଶ୍ୟକ । ନିୟମଗିରି ଆନ୍ଦୋଳନ ଏହାର ଏକ ଉଦାହରଣ । ସେଠାରେ ସ୍ଥାନୀୟ ଲୋକେ ପାହାଡକୁ ନିଜର ଦେବତା ମାନି ଖଣି ଖନନ ବିରୋଧ କରିଥିଲେ । ସୁପ୍ରିମକୋର୍ଟ ପଲ୍ଲୀସଭାକୁ ନିଷ୍ପତ୍ତି ନେବାର ଅଧିକାର ଦେଇଥିଲେ । ଏହା ପ୍ରକୃତି ସପକ୍ଷରେ ଏକ ଐତିହାସିକ ରାୟ ଥିଲା । ପ୍ରତ୍ୟେକ ନାଗରିକ ନିଜ ସ୍ତରରେ ପରିବେଶ ସୁରକ୍ଷା ପାଇଁ ଦାୟିତ୍ୱ ନେବା ଉଚିତ । ଗଛ ଲଗାଇବା, ପ୍ଲାଷ୍ଟିକ ବ୍ୟବହାର କମାଇବା, ଜଳ ସଂରକ୍ଷଣ କରିବା ଭଳି ଛୋଟ ଛୋଟ ପଦକ୍ଷେପ ବଡ ପରିବର୍ତ୍ତନ ଆଣିପାରେ ।: [364, 1101, 710, 1320]
sudoku-cell[interactable]: [1402, 1924, 1435, 1949]
sudoku-answer-cell: 2: [1352, 2107, 1368, 2122]
sudoku-answer-cell: 3: [1336, 2153, 1352, 2168]
sudoku-cell[interactable]: [1304, 1851, 1337, 1877]
sudoku-answer-cell: 1: [1417, 2122, 1433, 2138]
sudoku-answer-cell: 1: [1385, 2213, 1401, 2228]
middle-col3: ଅର୍ଥାତ୍ ଲେଖିବାକୁ ଗଲେ ସାମଗ୍ରିକ ସମ୍ପର୍କ ରହିଥିବା ମହିଳା, ଯେ ଅର୍ଥାତ୍ ପ୍ରକୃତି ସପକ୍ଷରେ ଠିଆ ହେବାର ସମୟ ଆସିଛି । ଶିକ୍ଷା ବ୍ୟବସ୍ଥାରେ ପରିବେଶ ଶିକ୍ଷାକୁ ଗୁରୁତ୍ୱ ଦେବା ଦରକାର । ପିଲାମାନଙ୍କ ମନରେ ପ୍ରକୃତି ପ୍ରତି ପ୍ରେମ ଜାଗ୍ରତ କରିବା ଆବଶ୍ୟକ । ଗଣମାଧ୍ୟମ ମଧ୍ୟ ଏ ଦିଗରେ ସଚେତନତା ସୃଷ୍ଟି କରିପାରେ । ନଗରାଞ୍ଚଳରେ ସବୁଜ ଅଞ୍ଚଳ କମିଯାଉଛି । ସହରଗୁଡିକ କଂକ୍ରିଟର ଜଙ୍ଗଲରେ ପରିଣତ ହେଉଛି । ଯୋଜନାବଦ୍ଧ ନଗରୀକରଣ ଦ୍ୱାରା ଏହାକୁ ନିୟନ୍ତ୍ରଣ କରାଯାଇପାରିବ । ଅକ୍ଷୟ ଶକ୍ତିର ବ୍ୟବହାର ବଢାଇବା, ସୌରଶକ୍ତି ଓ ପବନ ଶକ୍ତିକୁ ପ୍ରୋତ୍ସାହନ ଦେବା ଆବଶ୍ୟକ । ଜୀବାଶ୍ମ ଇନ୍ଧନ ଉପରେ ନିର୍ଭରଶୀଳତା କମାଇବା ସମୟର ଆହ୍ୱାନ । ପ୍ରକୃତି ଆମର ମା । ମା'କୁ ସୁରକ୍ଷା ଦେବା ସନ୍ତାନର କର୍ତ୍ତବ୍ୟ । ଆମେ ଯଦି ଏବେ ସଚେତନ ନ ହେବା, ତେବେ ଆଗାମୀ ପିଢି ଆମକୁ କେବେ କ୍ଷମା କରିବେ ନାହିଁ ।: [728, 1101, 1098, 1286]
sudoku-answer-cell: 6: [1450, 2183, 1466, 2198]
top-col2: ସୁପ୍ରିମକୋର୍ଟଙ୍କ ଏହି ରାୟ ପରେ ରାଜ୍ୟପାଳଙ୍କ ଭୂମିକା ନେଇ ନୂଆ ବିତର୍କ ଆରମ୍ଭ ହୋଇଛି । ଏହା ପୂର୍ବରୁ ବି ଅନେକ ଥର କୋର୍ଟ ରାଜ୍ୟପାଳଙ୍କ କାର୍ଯ୍ୟ ଉପରେ ପ୍ରଶ୍ନ ଉଠାଇଥିଲେ । ସରକାରିଆ କମିଶନ ଓ ପୁଞ୍ଛି କମିଶନ ରାଜ୍ୟପାଳଙ୍କ ନିଯୁକ୍ତି ଓ ଭୂମିକା ସମ୍ପର୍କରେ ଅନେକ ସୁପାରିସ କରିଥିଲେ । ମାତ୍ର ସେହି ସୁପାରିସ ଆଜି ପର୍ଯ୍ୟନ୍ତ କାର୍ଯ୍ୟକାରୀ ହୋଇନାହିଁ । କେନ୍ଦ୍ରରେ ଯେଉଁ ଦଳର ସରକାର ରହୁଛି ସେହି ଦଳର ନେତାଙ୍କୁ ରାଜ୍ୟପାଳ କରାଯାଉଛି । ଫଳରେ ସେମାନେ ନିରପେକ୍ଷ ଭାବେ କାର୍ଯ୍ୟ କରିପାରୁନାହାନ୍ତି । ସଂଘୀୟ ବ୍ୟବସ୍ଥାକୁ ସୁଦୃଢ କରିବା ପାଇଁ କେନ୍ଦ୍ର ଓ ରାଜ୍ୟ ମଧ୍ୟରେ ସୁସମ୍ପର୍କ ରହିବା ଦରକାର । ରାଜ୍ୟପାଳ ସେହି ସମ୍ପର୍କର ସେତୁ ଭାବେ କାର୍ଯ୍ୟ କରିବା କଥା । ମାତ୍ର ବାସ୍ତବରେ ଏହାର ବିପରୀତ ଘଟୁଛି । କୋର୍ଟ ସ୍ପଷ୍ଟ କରିଛନ୍ତି ଯେ ରାଜ୍ୟପାଳଙ୍କ ପାଖରେ ଭେଟୋ କ୍ଷମତା ନାହିଁ । ସେ ବିଲ୍‌କୁ ମଞ୍ଜୁରି ଦେଇପାରିବେ, ପୁନର୍ବିଚାର ପାଇଁ ଫେରାଇପାରିବେ କିମ୍ବା ରାଷ୍ଟ୍ରପତିଙ୍କ ବିଚାର ପାଇଁ ପଠାଇପାରିବେ । ଏହି ନିଷ୍ପତ୍ତି ସମୟସୀମା ମଧ୍ୟରେ ନେବାକୁ ହେବ । ଗଣତନ୍ତ୍ରରେ ନିର୍ବାଚିତ ସରକାରଙ୍କ ଇଚ୍ଛା ସର୍ବୋପରି ।: [536, 177, 812, 498]
poem-line: ଚାହିଁ ରହେ ମୁଁ ନିତି ନିତି: [19, 78, 120, 93]
sudoku-cell[interactable]: [1304, 1803, 1337, 1851]
sudoku-cell[interactable]: [1238, 2024, 1271, 2049]
sudoku-cell[interactable]: [1336, 1803, 1369, 1851]
sudoku-cell[interactable]: [1238, 1924, 1271, 1949]
district-photo: [170, 322, 228, 428]
sudoku-cell[interactable]: [1173, 1999, 1206, 2024]
sudoku-cell[interactable]: [1304, 1999, 1337, 2024]
poem-line: ମୁଗ୍ଧ ହୋଇ ରହି: [19, 204, 98, 219]
sudoku-answer-cell: 7: [1466, 2138, 1482, 2153]
sudoku-answer-cell: 9: [1368, 2167, 1384, 2183]
sudoku-answer-cell: 9: [1336, 2198, 1352, 2213]
sudoku-answer-cell: 7: [1336, 2213, 1352, 2228]
sudoku-grid[interactable]: [1170, 1752, 1470, 2052]
sudoku-cell[interactable]: [1434, 1999, 1467, 2024]
sudoku-answer-cell: 4: [1368, 2198, 1384, 2213]
sudoku-cell[interactable]: [1369, 1975, 1402, 2000]
sudoku-answer-cell: 3: [1466, 2213, 1482, 2228]
sudoku-cell[interactable]: [1271, 2024, 1304, 2049]
bottom-headline: ବୟସ୍କଙ୍କ ପ୍ରେମ: [455, 1694, 955, 1772]
